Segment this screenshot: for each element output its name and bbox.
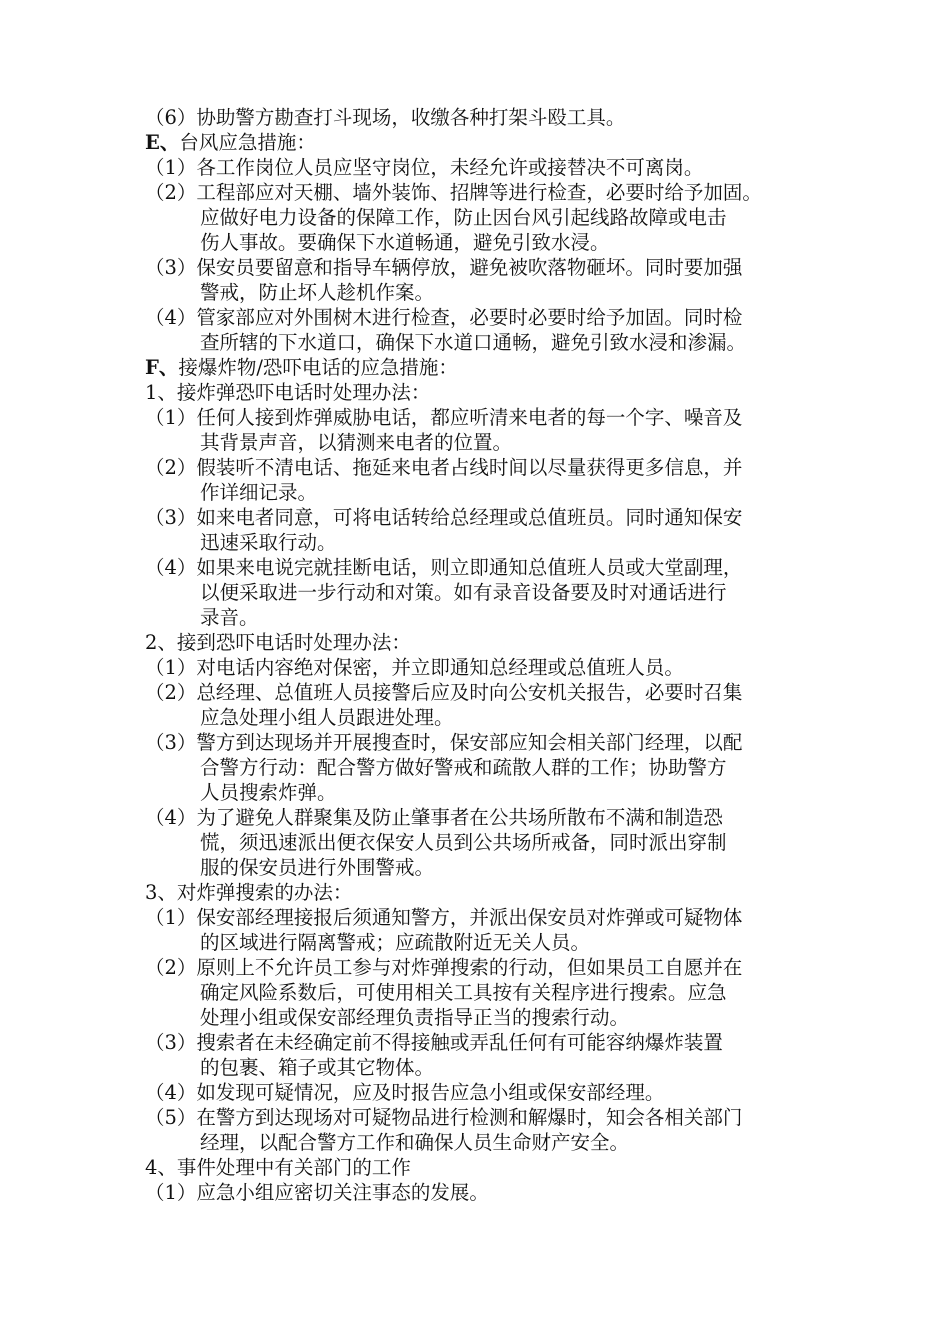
text-line: 录音。: [200, 606, 259, 629]
text-line: 查所辖的下水道口，确保下水道口通畅，避免引致水浸和渗漏。: [200, 331, 747, 354]
heading-letter: F、: [145, 356, 179, 379]
text-line: （3）如来电者同意，可将电话转给总经理或总值班员。同时通知保安: [145, 506, 743, 529]
text-line: （3）警方到达现场并开展搜查时，保安部应知会相关部门经理，以配: [145, 731, 743, 754]
text-line: 警戒，防止坏人趁机作案。: [200, 281, 435, 304]
text-line: 确定风险系数后，可使用相关工具按有关程序进行搜索。应急: [200, 981, 727, 1004]
text-line: （5）在警方到达现场对可疑物品进行检测和解爆时，知会各相关部门: [145, 1106, 743, 1129]
text-line: 的包裹、箱子或其它物体。: [200, 1056, 435, 1079]
text-line: （3）搜索者在未经确定前不得接触或弄乱任何有可能容纳爆炸装置: [145, 1031, 723, 1054]
text-line: （1）任何人接到炸弹威胁电话，都应听清来电者的每一个字、噪音及: [145, 406, 743, 429]
text-line: 服的保安员进行外围警戒。: [200, 856, 435, 879]
text-line: 的区域进行隔离警戒；应疏散附近无关人员。: [200, 931, 591, 954]
text-line: 应急处理小组人员跟进处理。: [200, 706, 454, 729]
text-line: 其背景声音，以猜测来电者的位置。: [200, 431, 513, 454]
text-line: （4）如发现可疑情况，应及时报告应急小组或保安部经理。: [145, 1081, 665, 1104]
text-line: 迅速采取行动。: [200, 531, 337, 554]
text-line: 应做好电力设备的保障工作，防止因台风引起线路故障或电击: [200, 206, 727, 229]
text-line: 经理，以配合警方工作和确保人员生命财产安全。: [200, 1131, 630, 1154]
text-line: （3）保安员要留意和指导车辆停放，避免被吹落物砸坏。同时要加强: [145, 256, 743, 279]
text-line: （1）应急小组应密切关注事态的发展。: [145, 1181, 489, 1204]
heading-letter: E、: [145, 131, 180, 154]
text-line: （1）保安部经理接报后须通知警方，并派出保安员对炸弹或可疑物体: [145, 906, 743, 929]
heading-text: 接爆炸物/恐吓电话的应急措施：: [178, 356, 458, 379]
text-line: 1、接炸弹恐吓电话时处理办法：: [145, 381, 431, 404]
text-line: 作详细记录。: [200, 481, 318, 504]
text-line: （6）协助警方勘查打斗现场，收缴各种打架斗殴工具。: [145, 106, 626, 129]
section-heading: [145, 355, 458, 381]
text-line: 处理小组或保安部经理负责指导正当的搜索行动。: [200, 1006, 630, 1029]
text-line: 人员搜索炸弹。: [200, 781, 337, 804]
text-line: （1）对电话内容绝对保密，并立即通知总经理或总值班人员。: [145, 656, 684, 679]
text-line: 4、事件处理中有关部门的工作: [145, 1156, 411, 1179]
text-line: （2）总经理、总值班人员接警后应及时向公安机关报告，必要时召集: [145, 681, 743, 704]
text-line: （4）为了避免人群聚集及防止肇事者在公共场所散布不满和制造恐: [145, 806, 723, 829]
text-line: （4）管家部应对外围树木进行检查，必要时必要时给予加固。同时检: [145, 306, 743, 329]
text-line: 3、对炸弹搜索的办法：: [145, 881, 353, 904]
text-line: 合警方行动：配合警方做好警戒和疏散人群的工作；协助警方: [200, 756, 727, 779]
text-line: 伤人事故。要确保下水道畅通，避免引致水浸。: [200, 231, 610, 254]
heading-text: 台风应急措施：: [179, 131, 316, 154]
text-line: 慌，须迅速派出便衣保安人员到公共场所戒备，同时派出穿制: [200, 831, 727, 854]
text-line: （2）假装听不清电话、拖延来电者占线时间以尽量获得更多信息，并: [145, 456, 743, 479]
text-line: 以便采取进一步行动和对策。如有录音设备要及时对通话进行: [200, 581, 727, 604]
text-line: 2、接到恐吓电话时处理办法：: [145, 631, 411, 654]
text-line: （4）如果来电说完就挂断电话，则立即通知总值班人员或大堂副理，: [145, 556, 743, 579]
text-line: （2）工程部应对天棚、墙外装饰、招牌等进行检查，必要时给予加固。: [145, 181, 762, 204]
section-heading: [145, 130, 316, 156]
text-line: （2）原则上不允许员工参与对炸弹搜索的行动，但如果员工自愿并在: [145, 956, 743, 979]
text-line: （1）各工作岗位人员应坚守岗位，未经允许或接替决不可离岗。: [145, 156, 704, 179]
